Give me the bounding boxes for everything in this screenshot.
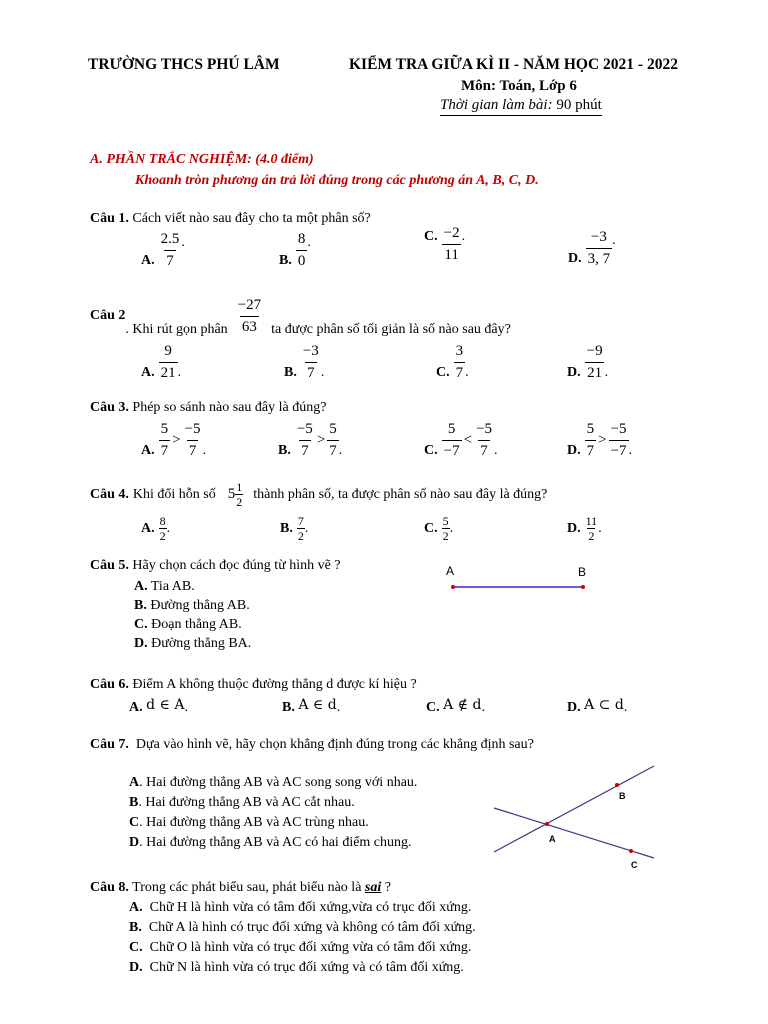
denominator: 63 <box>240 316 259 335</box>
q5-option-b[interactable] <box>134 598 250 614</box>
option-text: . Hai đường thẳng AB và AC cắt nhau. <box>138 795 355 810</box>
fraction <box>236 298 263 335</box>
fraction-left <box>295 422 315 459</box>
q8-option-a[interactable] <box>129 900 471 916</box>
numerator: 5 <box>442 514 449 528</box>
q2-option-b[interactable] <box>284 344 324 381</box>
point-c <box>629 849 633 853</box>
denominator: 7 <box>305 362 317 381</box>
question-1 <box>90 211 371 227</box>
point-b-label: B <box>578 565 587 579</box>
numerator: −2 <box>443 225 460 241</box>
option-letter: A. <box>134 579 148 594</box>
numerator: −3 <box>302 343 319 359</box>
comparison <box>442 422 494 459</box>
numerator: 8 <box>297 231 306 247</box>
q7-option-d[interactable] <box>129 835 412 851</box>
denominator: −7 <box>609 440 629 459</box>
denominator: 0 <box>296 250 308 269</box>
q2-option-c[interactable] <box>436 344 469 381</box>
option-letter: D. <box>567 520 581 536</box>
time-value: 90 phút <box>556 97 602 113</box>
comparison <box>585 422 629 459</box>
question-label: Câu 7. <box>90 737 129 752</box>
point-a <box>451 585 455 589</box>
option-tail: . <box>465 365 469 380</box>
denominator: 7 <box>299 440 311 459</box>
comparison-operator: > <box>316 432 326 448</box>
q8-option-c[interactable] <box>129 940 471 956</box>
point-a-label: A <box>446 564 455 578</box>
comparison-operator: > <box>598 432 607 448</box>
option-expression: d ∈ A <box>146 697 185 713</box>
denominator: 7 <box>159 440 171 459</box>
fraction-left <box>159 422 171 459</box>
q7-option-c[interactable] <box>129 815 369 831</box>
point-b <box>615 783 619 787</box>
question-6 <box>90 677 417 693</box>
option-letter: D. <box>129 960 143 975</box>
question-text: Trong các phát biểu sau, phát biểu nào là <box>132 880 365 895</box>
comparison <box>295 422 339 459</box>
option-text: Chữ H là hình vừa có tâm đối xứng,vừa có trục đối xứng. <box>149 900 472 915</box>
option-letter: B. <box>279 253 292 268</box>
q3-option-c[interactable] <box>424 422 498 459</box>
question-2 <box>90 294 511 338</box>
option-letter: C <box>129 815 140 830</box>
fraction-left <box>442 422 462 459</box>
numerator: 1 <box>236 480 243 494</box>
option-expression: A ∉ d <box>443 697 482 713</box>
option-letter: D. <box>567 443 581 458</box>
point-a <box>545 822 549 826</box>
fraction-right <box>609 422 629 459</box>
denominator: 7 <box>187 440 199 459</box>
q5-option-c[interactable] <box>134 617 242 633</box>
option-letter: C. <box>424 520 438 536</box>
fraction-left <box>585 422 597 459</box>
option-tail: . <box>612 233 616 248</box>
whole-part: 5 <box>227 486 236 502</box>
option-text: Đường thẳng BA. <box>151 636 252 651</box>
emphasis-word: sai <box>364 880 382 895</box>
numerator: 5 <box>160 421 169 437</box>
option-letter: C. <box>134 617 148 632</box>
option-letter: A. <box>141 443 155 458</box>
question-label: Câu 2 <box>90 308 126 323</box>
q1-option-c[interactable] <box>424 226 465 263</box>
fraction <box>586 230 613 267</box>
section-instruction: Khoanh tròn phương án trả lời đúng trong các phương án A, B, C, D. <box>135 173 539 188</box>
numerator: −5 <box>476 421 493 437</box>
intersecting-lines-figure <box>486 760 666 880</box>
question-text-after: ta được phân số tối giản là số nào sau đây? <box>271 322 511 337</box>
option-letter: D. <box>134 636 148 651</box>
option-letter: C. <box>129 940 143 955</box>
q6-option-a[interactable] <box>129 697 188 716</box>
option-letter: B. <box>134 598 147 613</box>
option-letter: B. <box>129 920 142 935</box>
numerator: 7 <box>297 514 304 528</box>
option-letter: A. <box>141 520 155 536</box>
option-tail: . <box>461 229 466 244</box>
option-expression: A ∈ d <box>298 697 337 713</box>
q3-option-b[interactable] <box>278 422 342 459</box>
q4-option-c[interactable] <box>424 515 453 542</box>
option-tail: . <box>307 235 311 250</box>
q4-option-b[interactable] <box>280 515 308 542</box>
option-text: Đoạn thẳng AB. <box>151 617 242 632</box>
option-letter: A. <box>141 253 155 268</box>
question-3 <box>90 400 326 416</box>
option-text: Chữ N là hình vừa có trục đối xứng và có tâm đối xứng. <box>149 960 464 975</box>
option-letter: C. <box>424 229 438 244</box>
numerator: 5 <box>447 421 456 437</box>
question-text: Khi đổi hỗn số <box>132 486 216 502</box>
mixed-number <box>228 481 244 508</box>
denominator: 2 <box>588 529 595 543</box>
time-label: Thời gian làm bài: <box>440 97 557 113</box>
option-text: . Hai đường thẳng AB và AC song song với nhau. <box>139 775 418 790</box>
option-letter: D. <box>567 365 581 380</box>
option-tail: . <box>598 520 602 536</box>
question-text: Dựa vào hình vẽ, hãy chọn khẳng định đúng trong các khẳng định sau? <box>135 737 534 752</box>
q3-option-d[interactable] <box>567 422 632 459</box>
fraction <box>159 232 182 269</box>
line-ab <box>494 766 654 852</box>
denominator: 11 <box>442 244 460 263</box>
q5-option-a[interactable] <box>134 579 195 595</box>
question-label: Câu 3. <box>90 400 129 415</box>
denominator: 7 <box>478 440 490 459</box>
denominator: 2 <box>297 529 304 543</box>
question-label: Câu 8. <box>90 880 129 895</box>
option-letter: C. <box>436 365 450 380</box>
option-tail: . <box>623 700 628 715</box>
school-name: TRƯỜNG THCS PHÚ LÂM <box>88 56 280 73</box>
fraction <box>235 481 243 508</box>
option-letter: B. <box>284 365 297 380</box>
q2-option-d[interactable] <box>567 344 608 381</box>
question-8 <box>90 880 391 896</box>
option-tail: . <box>181 235 185 250</box>
q6-option-b[interactable] <box>282 697 340 716</box>
fraction <box>442 515 450 542</box>
option-tail: . <box>494 443 498 458</box>
option-tail: . <box>184 700 188 715</box>
numerator: 11 <box>585 514 598 528</box>
question-text: Phép so sánh nào sau đây là đúng? <box>132 400 327 415</box>
numerator: 3 <box>455 343 464 359</box>
fraction <box>585 515 599 542</box>
option-tail: . <box>481 700 485 715</box>
option-letter: A. <box>129 900 143 915</box>
numerator: −27 <box>237 296 262 313</box>
q6-option-d[interactable] <box>567 697 627 716</box>
time-line <box>440 97 602 116</box>
denominator: 2 <box>442 529 449 543</box>
numerator: −3 <box>590 229 607 245</box>
point-b <box>581 585 585 589</box>
denominator: 7 <box>454 362 466 381</box>
q7-option-a[interactable] <box>129 775 417 791</box>
denominator: −7 <box>442 440 462 459</box>
point-a-label: A <box>549 834 556 844</box>
option-text: Chữ A là hình có trục đối xứng và không có tâm đối xứng. <box>148 920 476 935</box>
option-text: Đường thẳng AB. <box>150 598 250 613</box>
q3-option-a[interactable] <box>141 422 206 459</box>
numerator: −5 <box>610 421 627 437</box>
q1-option-a[interactable] <box>141 232 185 269</box>
comparison-operator: < <box>463 432 473 448</box>
option-letter: C. <box>426 700 440 715</box>
question-text-after: ? <box>381 880 391 895</box>
question-text: Điểm A không thuộc đường thẳng d được kí hiệu ? <box>132 677 417 692</box>
denominator: 7 <box>585 440 597 459</box>
option-letter: B. <box>278 443 291 458</box>
option-letter: D. <box>568 251 582 266</box>
segment-ab-figure <box>440 560 600 596</box>
numerator: 2.5 <box>160 231 180 247</box>
option-tail: . <box>177 365 182 380</box>
fraction <box>296 232 308 269</box>
denominator: 7 <box>327 440 339 459</box>
comparison <box>159 422 203 459</box>
comparison-operator: > <box>172 432 181 448</box>
option-tail: . <box>202 443 207 458</box>
q8-option-d[interactable] <box>129 960 464 976</box>
option-tail: . <box>166 520 171 536</box>
option-text: Chữ O là hình vừa có trục đối xứng vừa có tâm đối xứng. <box>149 940 472 955</box>
fraction-right <box>327 422 339 459</box>
q1-option-b[interactable] <box>279 232 311 269</box>
option-letter: B. <box>280 520 293 536</box>
option-tail: . <box>604 365 609 380</box>
numerator: 8 <box>159 514 166 528</box>
q4-option-d[interactable] <box>567 515 602 542</box>
option-letter: A. <box>141 365 155 380</box>
option-tail: . <box>449 520 454 536</box>
subject-line: Môn: Toán, Lớp 6 <box>461 78 577 94</box>
fraction <box>159 344 178 381</box>
question-text: Hãy chọn cách đọc đúng từ hình vẽ ? <box>132 558 341 573</box>
denominator: 21 <box>585 362 604 381</box>
option-text: . Hai đường thẳng AB và AC trùng nhau. <box>139 815 369 830</box>
question-5 <box>90 558 341 574</box>
question-4 <box>90 481 547 508</box>
numerator: 5 <box>329 421 337 437</box>
numerator: −9 <box>586 343 603 359</box>
option-text: . Hai đường thẳng AB và AC có hai điểm chung. <box>139 835 412 850</box>
option-expression: A ⊂ d <box>584 697 624 713</box>
fraction <box>454 344 466 381</box>
denominator: 2 <box>159 529 166 543</box>
option-letter: B <box>129 795 139 810</box>
denominator: 2 <box>236 495 243 509</box>
numerator: 5 <box>586 421 595 437</box>
fraction-right <box>183 422 203 459</box>
question-label: Câu 4. <box>90 486 129 502</box>
option-letter: D. <box>567 700 581 715</box>
option-letter: B. <box>282 700 295 715</box>
option-letter: D <box>129 835 140 850</box>
point-b-label: B <box>619 791 626 801</box>
fraction <box>301 344 321 381</box>
fraction <box>585 344 605 381</box>
option-letter: C. <box>424 443 438 458</box>
fraction <box>159 515 167 542</box>
question-7 <box>90 737 534 753</box>
point-c-label: C <box>631 860 638 870</box>
q2-option-a[interactable] <box>141 344 181 381</box>
option-letter: A <box>129 775 140 790</box>
q4-option-a[interactable] <box>141 515 170 542</box>
question-label: Câu 5. <box>90 558 129 573</box>
numerator: −5 <box>296 421 313 437</box>
q1-option-d[interactable] <box>568 230 616 267</box>
option-tail: . <box>628 443 633 458</box>
question-text-after: thành phân số, ta được phân số nào sau đây là đúng? <box>253 486 548 502</box>
denominator: 3, 7 <box>586 248 613 267</box>
fraction <box>442 226 462 263</box>
question-text: . Khi rút gọn phân <box>125 322 228 337</box>
option-text: Tia AB. <box>150 579 195 594</box>
section-title: A. PHẦN TRẮC NGHIỆM: (4.0 điểm) <box>90 152 314 167</box>
fraction-right <box>474 422 494 459</box>
denominator: 21 <box>159 362 178 381</box>
question-label: Câu 1. <box>90 211 129 226</box>
option-tail: . <box>320 365 325 380</box>
question-text: Cách viết nào sau đây cho ta một phân số? <box>132 211 371 226</box>
question-label: Câu 6. <box>90 677 129 692</box>
denominator: 7 <box>164 250 176 269</box>
q8-option-b[interactable] <box>129 920 476 936</box>
option-tail: . <box>336 700 341 715</box>
option-tail: . <box>338 443 343 458</box>
q6-option-c[interactable] <box>426 697 485 716</box>
option-tail: . <box>304 520 309 536</box>
fraction <box>297 515 305 542</box>
option-letter: A. <box>129 700 143 715</box>
exam-title: KIỂM TRA GIỮA KÌ II - NĂM HỌC 2021 - 2022 <box>349 56 678 73</box>
numerator: −5 <box>184 421 201 437</box>
numerator: 9 <box>164 343 172 359</box>
q7-option-b[interactable] <box>129 795 355 811</box>
q5-option-d[interactable] <box>134 636 251 652</box>
